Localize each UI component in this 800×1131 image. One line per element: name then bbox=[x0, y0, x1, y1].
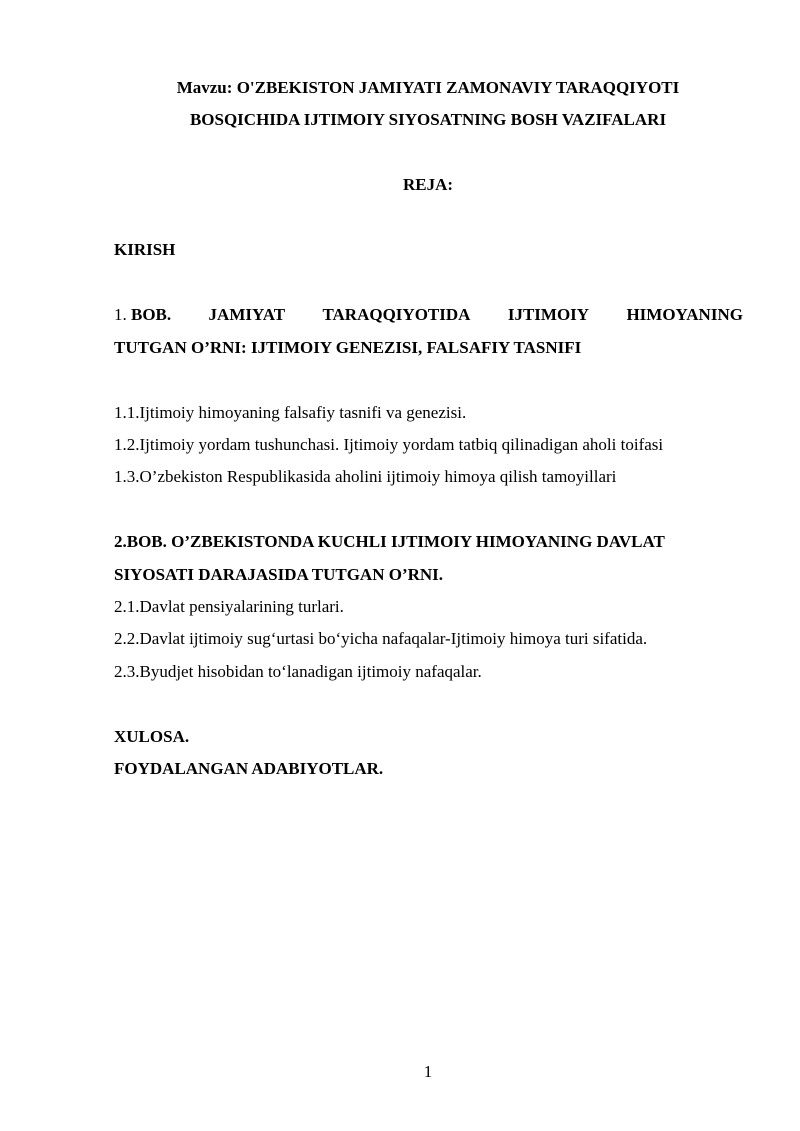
chapter2-item: 2.3.Byudjet hisobidan to‘lanadigan ijtimoiy nafaqalar. bbox=[114, 662, 482, 681]
chapter1-word: IJTIMOIY bbox=[507, 305, 590, 324]
chapter1-word: HIMOYANING bbox=[626, 305, 743, 324]
chapter1-item: 1.1.Ijtimoiy himoyaning falsafiy tasnifi va genezisi. bbox=[114, 403, 467, 422]
chapter2-item: 2.1.Davlat pensiyalarining turlari. bbox=[114, 597, 344, 616]
chapter1-word: BOB. bbox=[131, 305, 172, 324]
plan-heading: REJA: bbox=[402, 175, 454, 194]
chapter2-heading-line-2: SIYOSATI DARAJASIDA TUTGAN O’RNI. bbox=[114, 565, 444, 584]
references-heading: FOYDALANGAN ADABIYOTLAR. bbox=[114, 759, 384, 778]
topic-title-line-1 bbox=[0, 77, 800, 99]
chapter1-item: 1.2.Ijtimoiy yordam tushunchasi. Ijtimoiy yordam tatbiq qilinadigan aholi toifasi bbox=[114, 435, 664, 454]
chapter2-item: 2.2.Davlat ijtimoiy sug‘urtasi bo‘yicha nafaqalar-Ijtimoiy himoya turi sifatida. bbox=[114, 629, 648, 648]
chapter1-item: 1.3.O’zbekiston Respublikasida aholini ijtimoiy himoya qilish tamoyillari bbox=[114, 467, 617, 486]
intro-heading: KIRISH bbox=[114, 240, 176, 259]
chapter1-number: 1. bbox=[114, 305, 127, 324]
topic-prefix: Mavzu: bbox=[176, 78, 237, 97]
chapter1-heading-line-2: TUTGAN O’RNI: IJTIMOIY GENEZISI, FALSAFIY TASNIFI bbox=[114, 338, 582, 357]
conclusion-heading: XULOSA. bbox=[114, 727, 190, 746]
topic-title-text: O'ZBEKISTON JAMIYATI ZAMONAVIY TARAQQIYOTI bbox=[236, 78, 680, 97]
chapter1-word: TARAQQIYOTIDA bbox=[322, 305, 471, 324]
chapter2-heading-line-1: 2.BOB. O’ZBEKISTONDA KUCHLI IJTIMOIY HIMOYANING DAVLAT bbox=[114, 532, 665, 551]
chapter1-first-word bbox=[114, 304, 171, 326]
page-number: 1 bbox=[423, 1062, 433, 1081]
chapter1-heading-line-1 bbox=[114, 304, 743, 326]
topic-title-line-2: BOSQICHIDA IJTIMOIY SIYOSATNING BOSH VAZIFALARI bbox=[189, 110, 667, 129]
chapter1-word: JAMIYAT bbox=[208, 305, 286, 324]
